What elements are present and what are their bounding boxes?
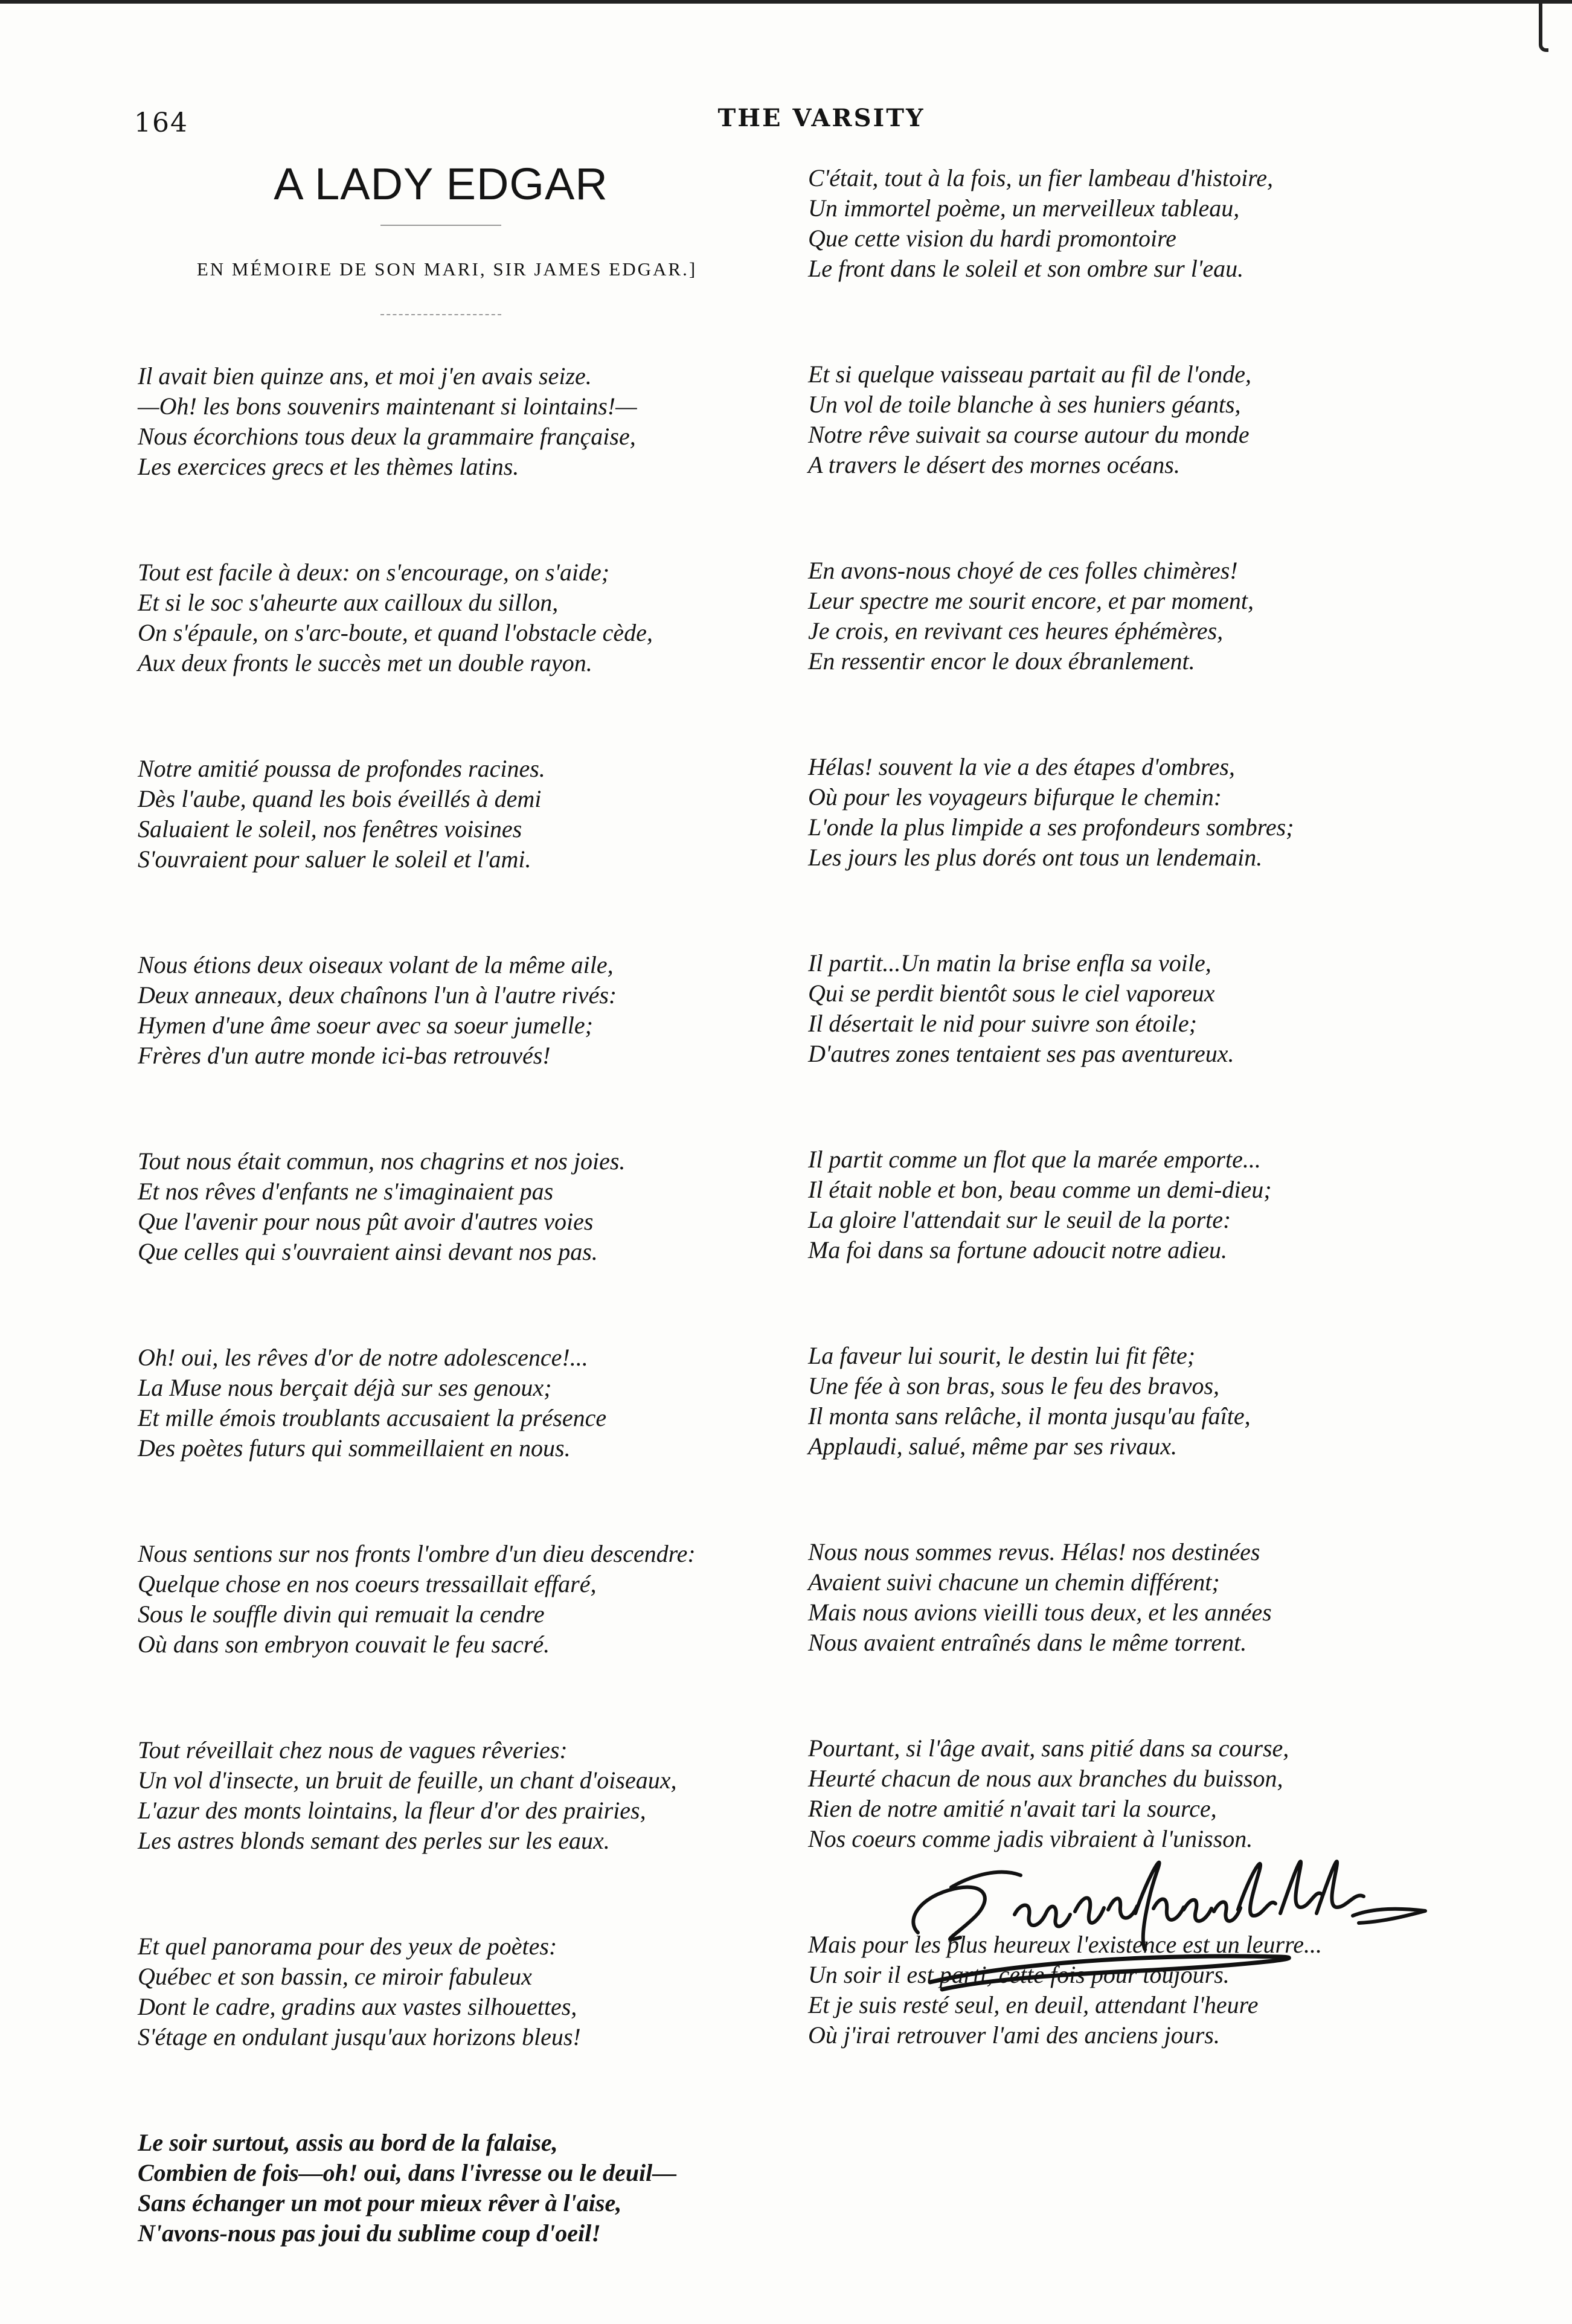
- poem-line: Combien de fois—oh! oui, dans l'ivresse ou le deuil—: [138, 2159, 677, 2186]
- poem-line: Et nos rêves d'enfants ne s'imaginaient pas: [138, 1178, 554, 1205]
- stanza: [808, 1733, 1460, 1854]
- poem-line: Où j'irai retrouver l'ami des anciens jours.: [808, 2021, 1220, 2049]
- poem-line: Où dans son embryon couvait le feu sacré.: [138, 1631, 550, 1658]
- poem-line: S'étage en ondulant jusqu'aux horizons bleus!: [138, 2023, 581, 2050]
- stanza: [138, 1343, 790, 1463]
- stanza: [138, 557, 790, 678]
- stanza: [138, 361, 790, 482]
- poem-line: La Muse nous berçait déjà sur ses genoux;: [138, 1374, 552, 1401]
- poem-line: Sous le souffle divin qui remuait la cendre: [138, 1600, 545, 1628]
- stanza: [808, 359, 1460, 480]
- poem-line: L'azur des monts lointains, la fleur d'or des prairies,: [138, 1797, 646, 1824]
- page-number: 164: [134, 108, 188, 138]
- poem-title: A LADY EDGAR: [274, 159, 608, 209]
- poem-line: N'avons-nous pas joui du sublime coup d'oeil!: [138, 2220, 601, 2247]
- poem-line: Notre amitié poussa de profondes racines.: [138, 755, 545, 782]
- poem-line: Et je suis resté seul, en deuil, attendant l'heure: [808, 1991, 1259, 2018]
- stanza: [808, 556, 1460, 676]
- poem-line: Et si le soc s'aheurte aux cailloux du sillon,: [138, 589, 559, 616]
- poem-line: Nous écorchions tous deux la grammaire française,: [138, 423, 636, 450]
- poem-line: Dès l'aube, quand les bois éveillés à demi: [138, 785, 542, 812]
- poem-line: Tout est facile à deux: on s'encourage, on s'aide;: [138, 559, 610, 586]
- poem-line: Notre rêve suivait sa course autour du monde: [808, 421, 1250, 448]
- poem-line: Sans échanger un mot pour mieux rêver à l'aise,: [138, 2189, 622, 2216]
- poem-line: Les astres blonds semant des perles sur les eaux.: [138, 1827, 610, 1854]
- poem-line: Qui se perdit bientôt sous le ciel vaporeux: [808, 980, 1215, 1007]
- poem-line: Ma foi dans sa fortune adoucit notre adieu.: [808, 1236, 1228, 1263]
- poem-line: Les exercices grecs et les thèmes latins.: [138, 453, 519, 480]
- poem-line: Hélas! souvent la vie a des étapes d'ombres,: [808, 753, 1235, 780]
- poem-line: —Oh! les bons souvenirs maintenant si lointains!—: [138, 393, 637, 420]
- poem-line: Tout réveillait chez nous de vagues rêveries:: [138, 1736, 568, 1764]
- poem-line: Les jours les plus dorés ont tous un lendemain.: [808, 844, 1263, 871]
- poem-line: Deux anneaux, deux chaînons l'un à l'autre rivés:: [138, 981, 617, 1009]
- poem-line: Un immortel poème, un merveilleux tableau,: [808, 194, 1240, 222]
- stanza: [808, 1341, 1460, 1462]
- poem-line: Nous nous sommes revus. Hélas! nos destinées: [808, 1538, 1260, 1565]
- stanza: [138, 1146, 790, 1267]
- poem-line: Il partit...Un matin la brise enfla sa voile,: [808, 949, 1211, 977]
- poem-line: En avons-nous choyé de ces folles chimères!: [808, 557, 1238, 584]
- poem-line: Pourtant, si l'âge avait, sans pitié dans sa course,: [808, 1735, 1289, 1762]
- poem-line: Je crois, en revivant ces heures éphémères,: [808, 617, 1224, 644]
- poem-line: Que l'avenir pour nous pût avoir d'autres voies: [138, 1208, 594, 1235]
- poem-line: Applaudi, salué, même par ses rivaux.: [808, 1433, 1178, 1460]
- poem-line: Leur spectre me sourit encore, et par moment,: [808, 587, 1254, 614]
- poem-line: Le soir surtout, assis au bord de la falaise,: [138, 2129, 558, 2156]
- stanza: [138, 1931, 790, 2052]
- stanza: [808, 1144, 1460, 1265]
- poem-line: Que cette vision du hardi promontoire: [808, 225, 1176, 252]
- poem-line: L'onde la plus limpide a ses profondeurs sombres;: [808, 814, 1294, 841]
- poem-line: Et quel panorama pour des yeux de poètes:: [138, 1933, 557, 1960]
- poem-line: Des poètes futurs qui sommeillaient en nous.: [138, 1434, 571, 1462]
- title-divider: [380, 225, 501, 226]
- signature: [894, 1842, 1449, 1999]
- poem-line: Oh! oui, les rêves d'or de notre adolescence!...: [138, 1344, 588, 1371]
- poem-line: Mais nous avions vieilli tous deux, et les années: [808, 1599, 1272, 1626]
- stanza: [138, 1539, 790, 1660]
- poem-line: Une fée à son bras, sous le feu des bravos,: [808, 1372, 1220, 1399]
- poem-line: La gloire l'attendait sur le seuil de la porte:: [808, 1206, 1231, 1233]
- poem-line: Aux deux fronts le succès met un double rayon.: [138, 649, 592, 676]
- poem-line: Nous sentions sur nos fronts l'ombre d'un dieu descendre:: [138, 1540, 696, 1567]
- stanza: [808, 752, 1460, 873]
- poem-line: Il était noble et bon, beau comme un demi-dieu;: [808, 1176, 1272, 1203]
- poem-line: Rien de notre amitié n'avait tari la source,: [808, 1795, 1217, 1822]
- stanza: [808, 948, 1460, 1069]
- poem-line: Nos coeurs comme jadis vibraient à l'unisson.: [808, 1825, 1253, 1852]
- poem-line: Frères d'un autre monde ici-bas retrouvés!: [138, 1042, 551, 1069]
- poem-line: Nous avaient entraînés dans le même torrent.: [808, 1629, 1247, 1656]
- poem-line: Que celles qui s'ouvraient ainsi devant nos pas.: [138, 1238, 598, 1265]
- stanza: [138, 1735, 790, 1856]
- poem-line: Il monta sans relâche, il monta jusqu'au faîte,: [808, 1402, 1251, 1430]
- poem-line: Mais pour les plus heureux l'existence est un leurre...: [808, 1931, 1322, 1958]
- poem-line: Il partit comme un flot que la marée emporte...: [808, 1146, 1261, 1173]
- poem-line: La faveur lui sourit, le destin lui fit fête;: [808, 1342, 1196, 1369]
- poem-line: Et si quelque vaisseau partait au fil de l'onde,: [808, 361, 1252, 388]
- poem-line: Dont le cadre, gradins aux vastes silhouettes,: [138, 1993, 577, 2020]
- poem-line: Québec et son bassin, ce miroir fabuleux: [138, 1963, 532, 1990]
- poem-subtitle: EN MÉMOIRE DE SON MARI, SIR JAMES EDGAR.]: [196, 258, 698, 280]
- poem-line: On s'épaule, on s'arc-boute, et quand l'obstacle cède,: [138, 619, 653, 646]
- poem-line: Il avait bien quinze ans, et moi j'en avais seize.: [138, 362, 592, 390]
- poem-line: Heurté chacun de nous aux branches du buisson,: [808, 1765, 1283, 1792]
- page-corner-mark: [1539, 0, 1548, 52]
- poem-line: Quelque chose en nos coeurs tressaillait effaré,: [138, 1570, 597, 1597]
- poem-column-right: [808, 163, 1460, 2126]
- stanza: [138, 950, 790, 1071]
- poem-line: Le front dans le soleil et son ombre sur l'eau.: [808, 255, 1244, 282]
- poem-column-left: [138, 361, 790, 2324]
- poem-line: Et mille émois troublants accusaient la présence: [138, 1404, 607, 1431]
- poem-line: Tout nous était commun, nos chagrins et nos joies.: [138, 1148, 626, 1175]
- poem-line: Un vol d'insecte, un bruit de feuille, un chant d'oiseaux,: [138, 1767, 677, 1794]
- poem-line: A travers le désert des mornes océans.: [808, 451, 1180, 478]
- poem-line: C'était, tout à la fois, un fier lambeau d'histoire,: [808, 164, 1274, 191]
- poem-line: En ressentir encor le doux ébranlement.: [808, 647, 1195, 675]
- poem-line: D'autres zones tentaient ses pas aventureux.: [808, 1040, 1234, 1067]
- top-page-rule: [0, 0, 1572, 4]
- subtitle-divider: [380, 314, 501, 315]
- poem-line: Nous étions deux oiseaux volant de la même aile,: [138, 951, 614, 978]
- poem-line: Hymen d'une âme soeur avec sa soeur jumelle;: [138, 1012, 593, 1039]
- poem-line: Saluaient le soleil, nos fenêtres voisines: [138, 815, 522, 843]
- stanza: [138, 2128, 790, 2249]
- poem-line: Un soir il est parti, cette fois pour toujours.: [808, 1961, 1230, 1988]
- poem-line: Un vol de toile blanche à ses huniers géants,: [808, 391, 1241, 418]
- running-head: THE VARSITY: [717, 104, 925, 132]
- poem-line: Il désertait le nid pour suivre son étoile;: [808, 1010, 1197, 1037]
- poem-line: S'ouvraient pour saluer le soleil et l'ami.: [138, 846, 531, 873]
- stanza: [138, 754, 790, 875]
- poem-line: Où pour les voyageurs bifurque le chemin:: [808, 783, 1222, 811]
- stanza: [808, 1537, 1460, 1658]
- poem-line: Avaient suivi chacune un chemin différent;: [808, 1568, 1220, 1596]
- stanza: [808, 163, 1460, 284]
